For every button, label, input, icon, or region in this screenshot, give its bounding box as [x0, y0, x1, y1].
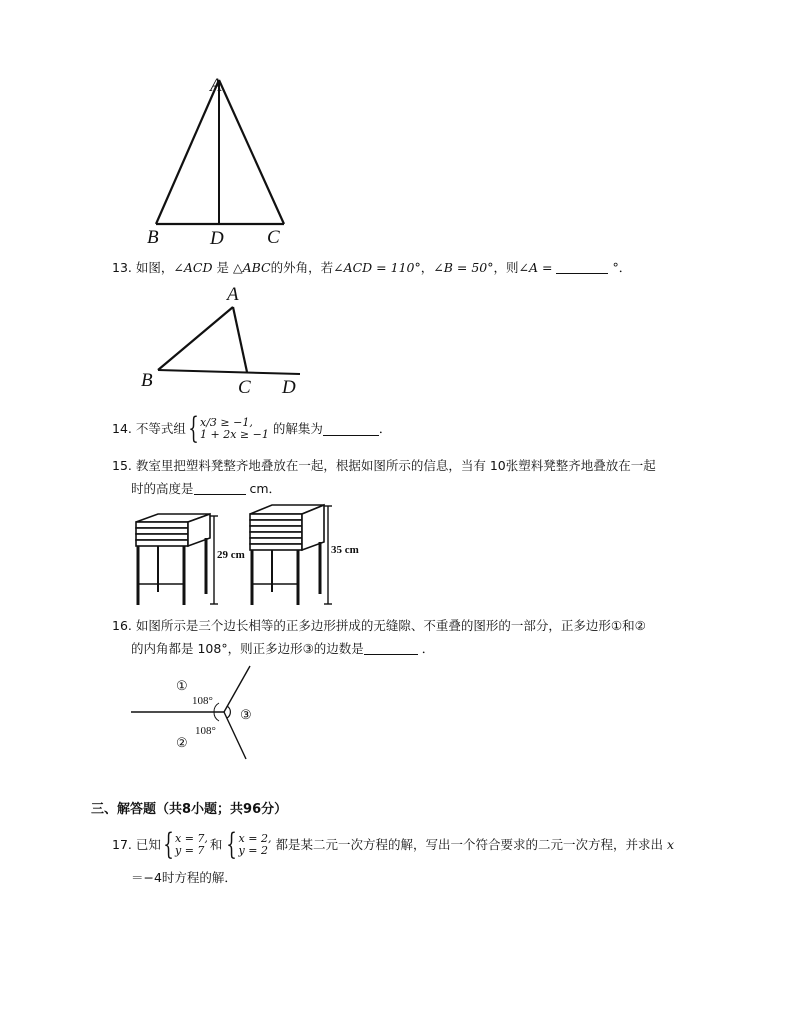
vertex-label-c: C	[267, 227, 280, 248]
question-text: 和	[209, 837, 223, 852]
stool-stack-left	[136, 514, 210, 605]
equation-row: y = 2	[238, 844, 268, 857]
figure-q15	[128, 500, 378, 612]
vertex-label-a: A	[227, 284, 239, 305]
vertex-label-d: D	[210, 228, 224, 249]
question-text: 时的高度是	[131, 481, 194, 496]
vertex-label-b: B	[147, 227, 159, 248]
question-text: ＝−4时方程的解．	[131, 870, 237, 885]
figure-q13	[135, 282, 315, 400]
question-16	[112, 617, 646, 658]
region-label-1: ①	[176, 678, 188, 693]
answer-blank[interactable]	[323, 423, 379, 436]
inequality-row: 1 + 2x ≥ −1	[200, 428, 269, 441]
stool-stack-right	[250, 505, 324, 605]
angle-label-top: 108°	[192, 695, 213, 707]
question-text: ．	[378, 421, 392, 436]
question-text: 已知	[135, 837, 161, 852]
math-variable: x	[666, 837, 675, 852]
height-label-left: 29 cm	[217, 549, 245, 561]
question-17	[112, 827, 675, 887]
question-text: cm．	[249, 481, 282, 496]
question-number: 17.	[112, 837, 132, 852]
question-text: 是	[216, 260, 229, 275]
angle-label-bottom: 108°	[195, 725, 216, 737]
question-number: 14.	[112, 421, 132, 436]
answer-blank[interactable]	[556, 261, 608, 274]
inequality-system	[186, 411, 269, 446]
section-heading: 三、解答题（共8小题；共96分）	[91, 802, 288, 817]
math-triangle: △ABC	[232, 260, 271, 275]
figure-q16	[128, 662, 278, 764]
height-label-right: 35 cm	[331, 544, 359, 556]
vertex-label-b: B	[141, 370, 153, 391]
question-number: 16.	[112, 618, 132, 633]
math-condition: ∠ACD = 110°	[333, 260, 421, 275]
question-text: ，则	[493, 260, 519, 275]
figure-q12	[120, 60, 310, 250]
equation-row: y = 7	[175, 844, 205, 857]
question-text: 的解集为	[272, 421, 323, 436]
vertex-label-a: A	[210, 75, 222, 96]
vertex-label-c: C	[238, 377, 251, 398]
question-text: 教室里把塑料凳整齐地叠放在一起，根据如图所示的信息，当有 10张塑料凳整齐地叠放在一起	[135, 458, 656, 473]
question-15	[112, 457, 656, 498]
vertex-label-d: D	[282, 377, 296, 398]
region-label-2: ②	[176, 735, 188, 750]
region-label-3: ③	[240, 707, 252, 722]
question-text: 如图，	[135, 260, 174, 275]
equation-row: x = 2,	[238, 832, 272, 845]
equation-system-2	[224, 827, 272, 862]
question-14	[112, 411, 392, 446]
question-text: 都是某二元一次方程的解，写出一个符合要求的二元一次方程，并求出	[275, 837, 663, 852]
question-number: 15.	[112, 458, 132, 473]
question-number: 13.	[112, 260, 132, 275]
answer-blank[interactable]	[364, 642, 418, 655]
equation-row: x = 7,	[175, 832, 208, 845]
math-condition: ∠B = 50°	[433, 260, 494, 275]
question-13	[112, 259, 631, 277]
equation-system-1	[161, 827, 208, 862]
question-text: °．	[612, 260, 632, 275]
math-ask: ∠A =	[518, 260, 553, 275]
question-text: 不等式组	[135, 421, 186, 436]
question-text: 的外角，若	[270, 260, 334, 275]
question-text: 的内角都是 108°，则正多边形③的边数是	[131, 641, 364, 656]
brace-icon: {	[163, 827, 174, 862]
math-angle: ∠ACD	[173, 260, 213, 275]
inequality-row: x/3 ≥ −1,	[200, 416, 253, 429]
question-text: ．	[421, 641, 435, 656]
question-text: ，	[420, 260, 434, 275]
question-text: 如图所示是三个边长相等的正多边形拼成的无缝隙、不重叠的图形的一部分，正多边形①和②	[135, 618, 646, 633]
answer-blank[interactable]	[194, 482, 246, 495]
brace-icon: {	[188, 411, 199, 446]
brace-icon: {	[226, 827, 238, 862]
